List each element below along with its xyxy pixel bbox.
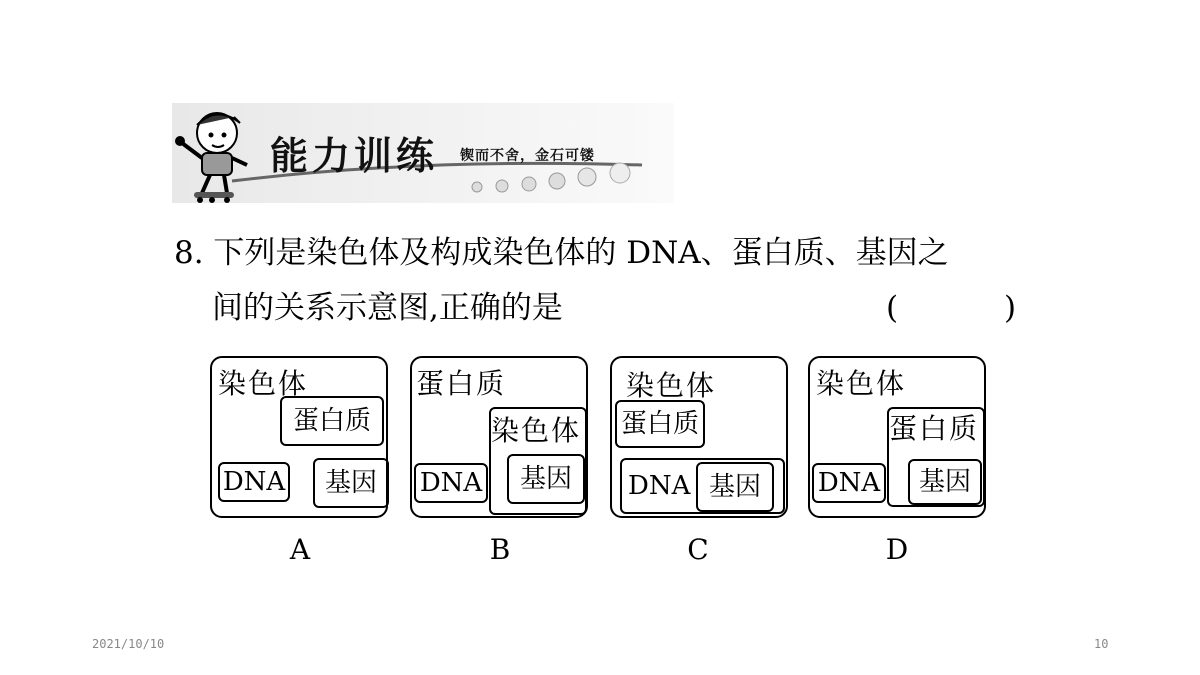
section-banner xyxy=(172,103,674,203)
question-line-2-wrap xyxy=(174,281,1034,336)
question-line-2: 间的关系示意图,正确的是 xyxy=(212,290,563,326)
option-a-box-dna: DNA xyxy=(218,462,290,502)
option-b-box-gene: 基因 xyxy=(507,454,585,504)
option-c-letter: C xyxy=(687,533,709,566)
option-a-box-protein: 蛋白质 xyxy=(280,396,384,446)
option-d-letter: D xyxy=(885,533,909,566)
option-d-outer-label: 染色体 xyxy=(816,367,907,400)
question-text xyxy=(174,226,1034,336)
option-d-inner-label: 蛋白质 xyxy=(889,412,980,445)
option-b-inner-label: 染色体 xyxy=(491,414,582,447)
option-c-outer-label: 染色体 xyxy=(626,369,717,402)
option-a-diagram xyxy=(210,356,388,518)
option-b-letter: B xyxy=(489,533,511,566)
option-b-diagram xyxy=(410,356,588,518)
option-c-box-protein: 蛋白质 xyxy=(615,400,705,448)
option-a-letter: A xyxy=(289,533,311,566)
option-b-outer-label: 蛋白质 xyxy=(416,367,507,400)
option-d-diagram xyxy=(808,356,986,518)
option-a-outer-label: 染色体 xyxy=(218,367,309,400)
option-c-box-gene: 基因 xyxy=(696,462,774,512)
option-d-box-gene: 基因 xyxy=(908,459,982,505)
option-b-box-dna: DNA xyxy=(414,463,488,503)
answer-paren-close: ) xyxy=(1004,290,1017,326)
answer-paren-open: ( xyxy=(886,290,899,326)
option-d-box-dna: DNA xyxy=(812,463,886,503)
question-line-1: 8. 下列是染色体及构成染色体的 DNA、蛋白质、基因之 xyxy=(174,235,949,271)
banner-motto: 锲而不舍，金石可镂 xyxy=(460,148,595,164)
option-c-diagram xyxy=(610,356,788,518)
footer-page-number: 10 xyxy=(1094,637,1109,651)
banner-title: 能力训练 xyxy=(270,134,439,178)
option-a-box-gene: 基因 xyxy=(313,458,389,508)
option-c-dna-label: DNA xyxy=(628,471,691,501)
footer-date: 2021/10/10 xyxy=(92,637,165,651)
